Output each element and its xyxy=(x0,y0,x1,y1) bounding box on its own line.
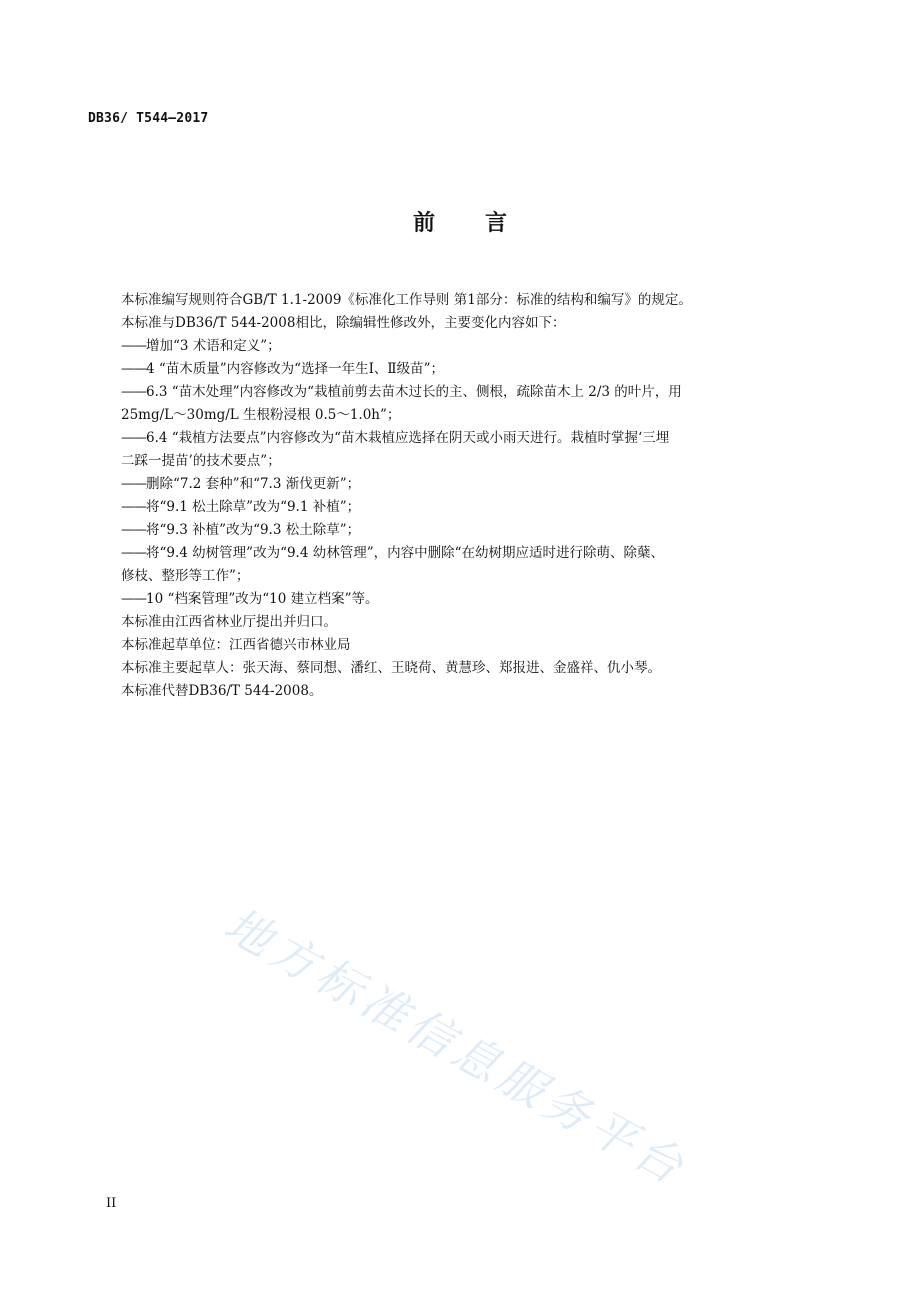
paragraph-drafters: 本标准主要起草人：张天海、蔡同想、潘红、王晓荷、黄慧珍、郑报进、金盛祥、仇小琴。 xyxy=(121,660,661,676)
change-item xyxy=(121,381,821,427)
item-dash: —— xyxy=(121,545,146,561)
paragraph-proposer: 本标准由江西省林业厅提出并归口。 xyxy=(121,614,337,630)
item-text-continued: 二踩一提苗’的技术要点”； xyxy=(121,453,281,469)
item-text: 删除“7.2 套种”和“7.3 渐伐更新”； xyxy=(146,476,361,492)
item-text: 增加“3 术语和定义”； xyxy=(146,338,281,354)
item-dash: —— xyxy=(121,430,146,446)
item-text: 将“9.4 幼树管理”改为“9.4 幼林管理”，内容中删除“在幼树期应适时进行除萌、除蘖、 xyxy=(146,545,665,561)
paragraph-rules: 本标准编写规则符合GB/T 1.1-2009《标准化工作导则 第1部分：标准的结构和编写》的规定。 xyxy=(121,292,692,308)
item-dash: —— xyxy=(121,476,146,492)
item-text-continued: 25mg/L～30mg/L 生根粉浸根 0.5～1.0h”； xyxy=(121,407,401,423)
item-dash: —— xyxy=(121,361,146,377)
item-text: 4 “苗木质量”内容修改为“选择一年生Ⅰ、Ⅱ级苗”； xyxy=(146,361,444,377)
item-text: 6.4 “栽植方法要点”内容修改为“苗木栽植应选择在阴天或小雨天进行。栽植时掌握‘三埋 xyxy=(146,430,670,446)
page-number: II xyxy=(106,1196,117,1211)
change-item xyxy=(121,496,821,519)
item-dash: —— xyxy=(121,591,146,607)
paragraph-changes-intro: 本标准与DB36/T 544-2008相比，除编辑性修改外，主要变化内容如下： xyxy=(121,315,566,331)
page-title: 前言 xyxy=(412,211,557,236)
foreword-body xyxy=(121,289,821,703)
change-item xyxy=(121,519,821,542)
item-text: 10 “档案管理”改为“10 建立档案”等。 xyxy=(146,591,379,607)
document-code: DB36/ T544—2017 xyxy=(88,111,209,126)
item-dash: —— xyxy=(121,384,146,400)
paragraph-drafting-unit: 本标准起草单位：江西省德兴市林业局 xyxy=(121,637,351,653)
change-item xyxy=(121,473,821,496)
watermark: 地方标准信息服务平台 xyxy=(215,897,697,1197)
paragraph-replaces: 本标准代替DB36/T 544-2008。 xyxy=(121,683,323,699)
item-dash: —— xyxy=(121,522,146,538)
change-item xyxy=(121,427,821,473)
change-item xyxy=(121,542,821,588)
item-text: 6.3 “苗木处理”内容修改为“栽植前剪去苗木过长的主、侧根，疏除苗木上 2/3 的叶片，用 xyxy=(146,384,682,400)
change-item xyxy=(121,588,821,611)
change-item xyxy=(121,335,821,358)
change-item xyxy=(121,358,821,381)
item-dash: —— xyxy=(121,338,146,354)
item-dash: —— xyxy=(121,499,146,515)
item-text: 将“9.3 补植”改为“9.3 松土除草”； xyxy=(146,522,361,538)
item-text-continued: 修枝、整形等工作”； xyxy=(121,568,250,584)
item-text: 将“9.1 松土除草”改为“9.1 补植”； xyxy=(146,499,361,515)
